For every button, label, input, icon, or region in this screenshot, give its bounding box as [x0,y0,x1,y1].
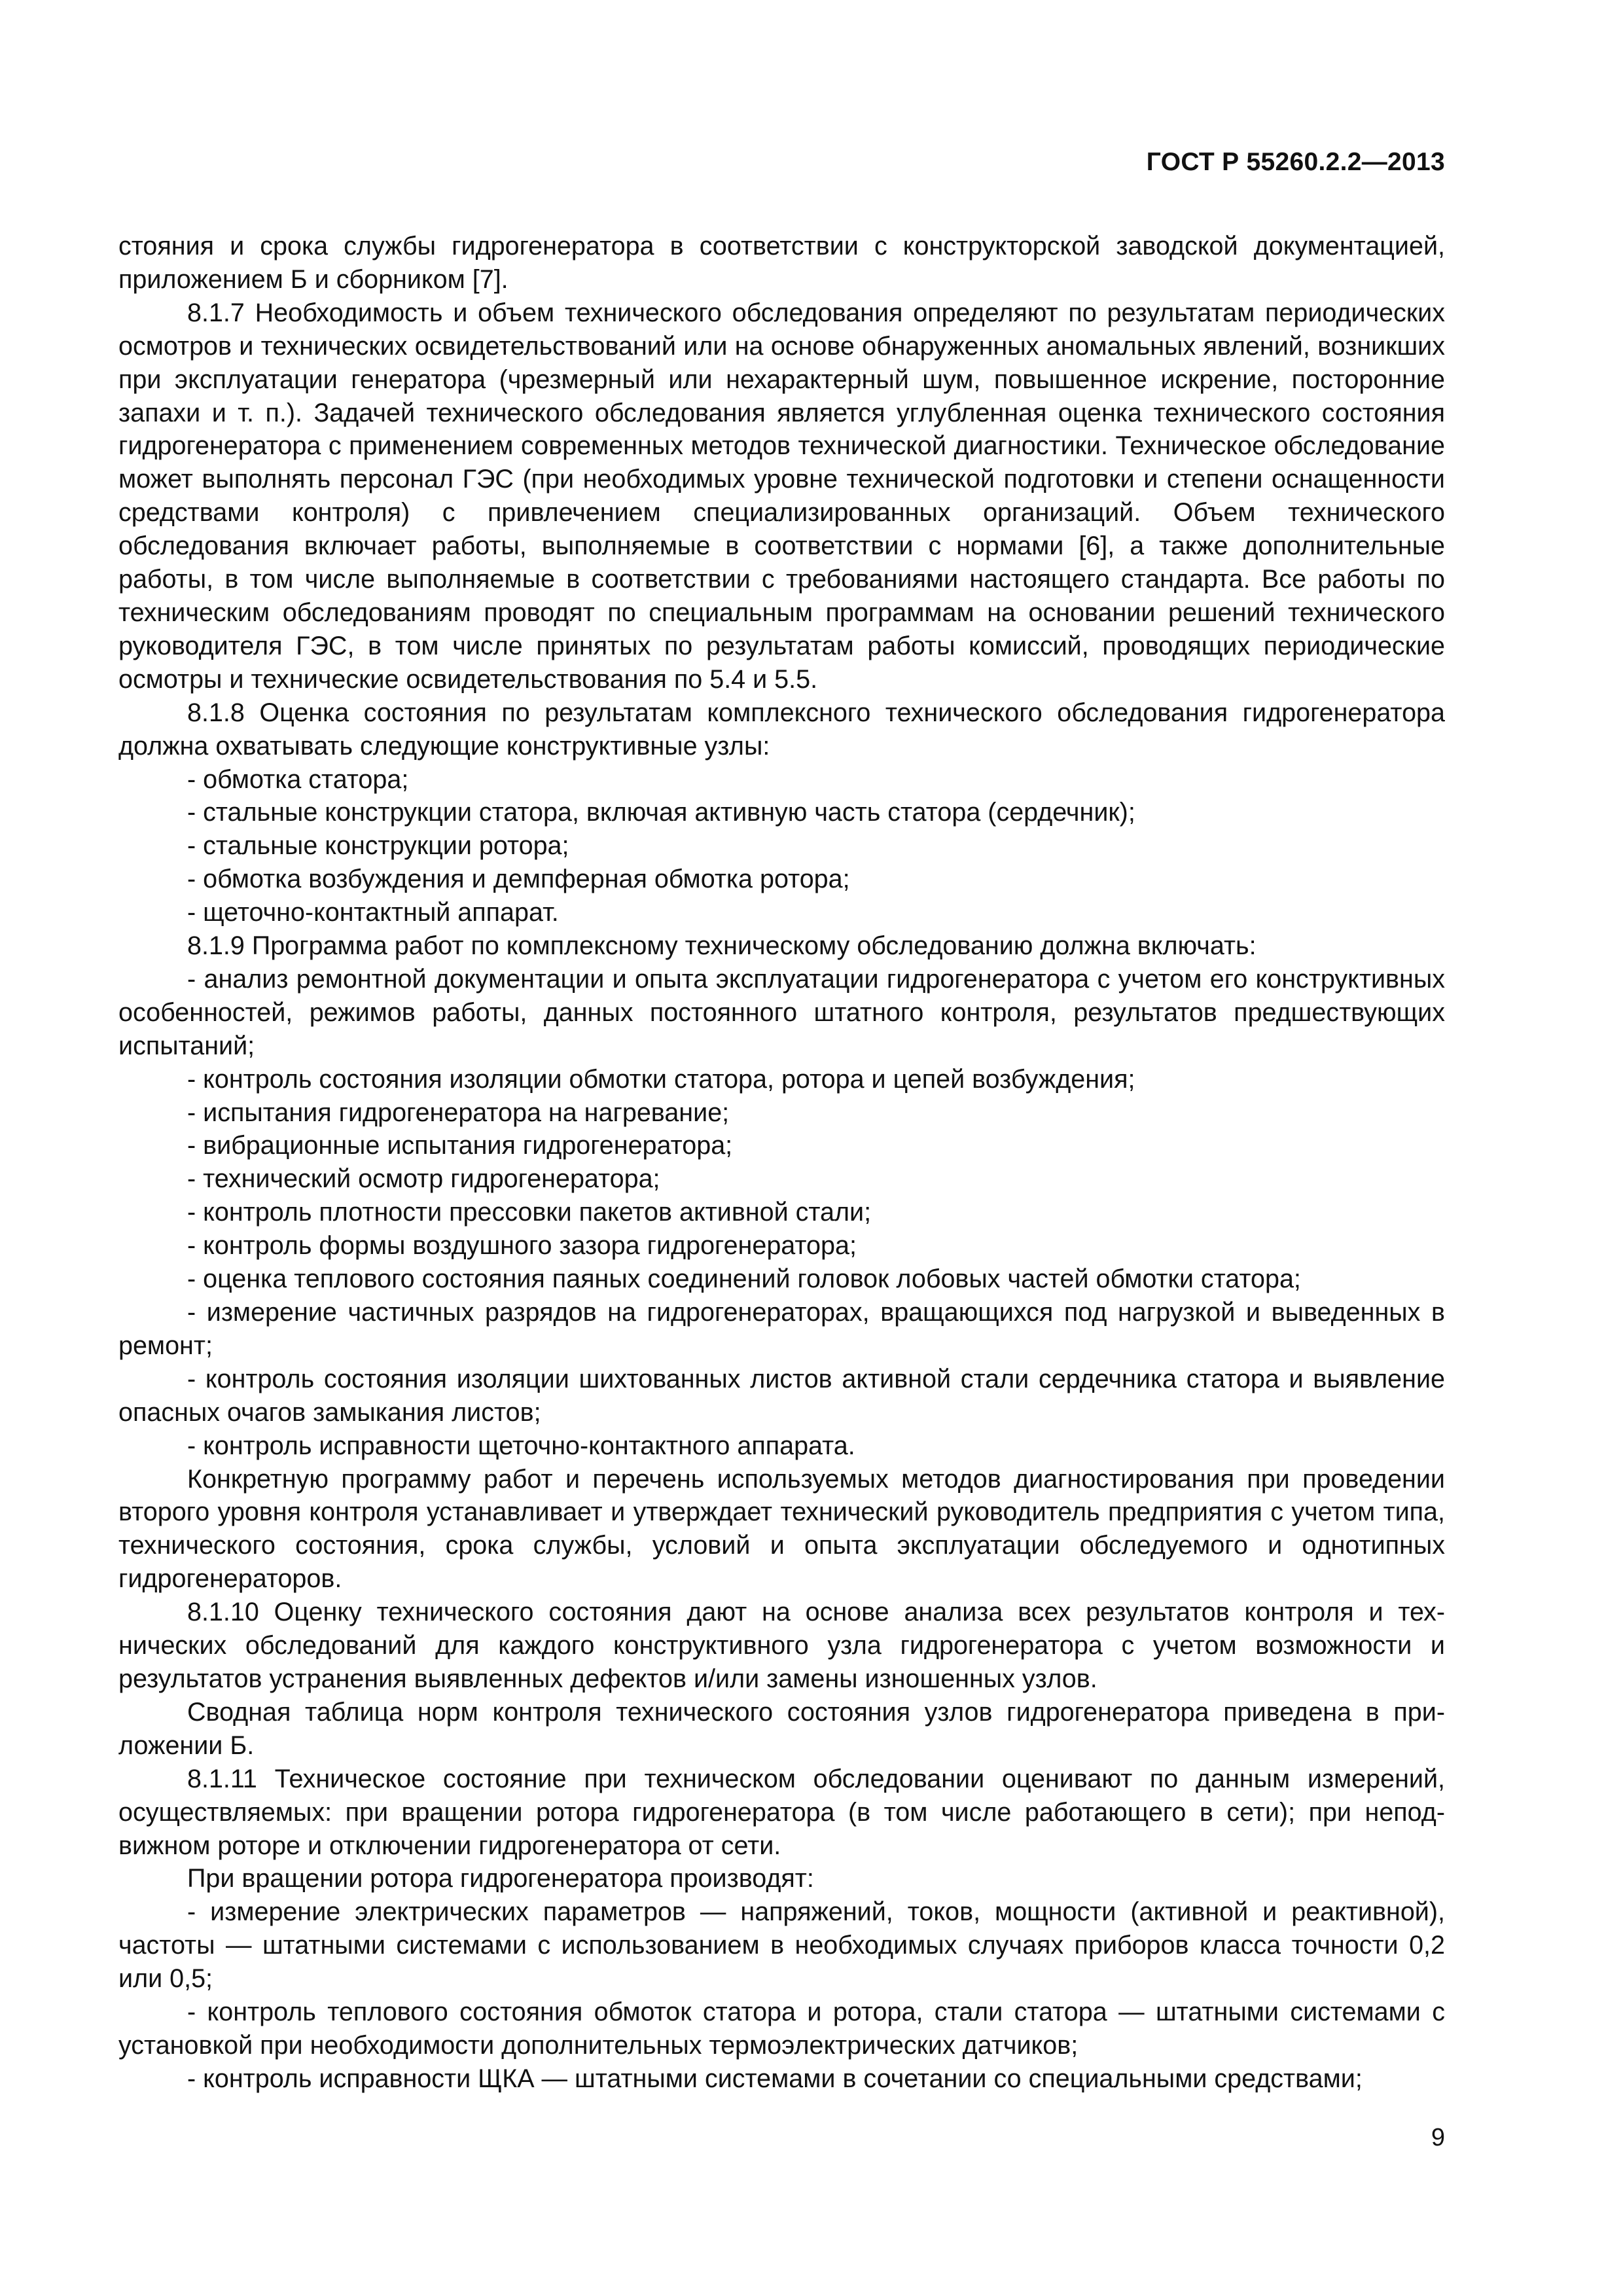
paragraph: 8.1.9 Программа работ по комплексному техническому обследованию должна включать: [187,931,1257,961]
list-item: - анализ ремонтной документации и опыта эксплуатации гидрогенератора с учетом его конструктивных особенностей, режимов работы, данных постоянного штатного контроля, результатов предшествующих испытаний; [118,964,1445,1060]
list-item: - контроль плотности прессовки пакетов активной стали; [187,1198,872,1227]
list-item: - стальные конструкции ротора; [187,831,569,861]
paragraph: 8.1.7 Необходимость и объем технического обследования определяют по результатам периодических осмотров и технических освидетельствований или на основе обнаруженных аномальных явлений, возникших при эксплуатации генератора (чрезмерный или нехарактерный шум, повышенное искрение, посторонние запахи и т. п.). Задачей технического обследования является углубленная оценка технического состояния гидрогенератора с применением современных методов технической диагностики. Техническое обследование может выполнять персонал ГЭС (при необходимых уровне технической подготовки и степени оснащенности средствами контроля) с привлечением специализированных организаций. Объем технического обследования включает работы, выполняемые в соответствии с нормами [6], а также дополнительные работы, в том числе выполняемые в соответствии с требованиями настоящего стандарта. Все работы по техническим обследованиям проводят по специальным программам на основании решений технического руководителя ГЭС, в том числе принятых по результатам работы комиссий, проводящих периодические осмотры и технические освидетельствования по 5.4 и 5.5. [118,298,1445,694]
list-item: - вибрационные испытания гидрогенератора; [187,1131,733,1160]
list-item: - измерение электрических параметров — напряжений, токов, мощности (активной и реактивной), частоты — штатными системами с использованием в необходимых случаях приборов класса точности 0,2 или 0,5; [118,1897,1445,1994]
document-code-header: ГОСТ Р 55260.2.2—2013 [1146,148,1445,176]
body-text [118,230,1445,2096]
list-item: - обмотка возбуждения и демпферная обмотка ротора; [187,865,850,894]
list-item: - щеточно-контактный аппарат. [187,898,559,927]
list-item: - контроль теплового состояния обмоток статора и ротора, стали статора — штатными системами с установкой при необходимости дополнительных термоэлектрических датчиков; [118,1998,1445,2060]
paragraph: 8.1.8 Оценка состояния по результатам комплексного технического обследования гидрогенератора должна охватывать следующие конструктивные узлы: [118,698,1445,761]
paragraph: 8.1.11 Техническое состояние при техническом обследовании оценивают по данным измерений, осуществляемых: при вращении ротора гидрогенератора (в том числе работающего в сети); при неподвижном роторе и отключении гидрогенератора от сети. [118,1764,1445,1860]
paragraph: Сводная таблица норм контроля технического состояния узлов гидрогенератора приведена в приложении Б. [118,1697,1445,1760]
list-item: - контроль исправности ЩКА — штатными системами в сочетании со специальными средствами; [187,2064,1363,2093]
list-item: - контроль исправности щеточно-контактного аппарата. [187,1431,855,1460]
list-item: - контроль формы воздушного зазора гидрогенератора; [187,1231,857,1261]
list-item: - испытания гидрогенератора на нагревание; [187,1098,730,1127]
list-item: - технический осмотр гидрогенератора; [187,1164,660,1194]
page-number: 9 [1431,2124,1445,2151]
paragraph: стояния и срока службы гидрогенератора в соответствии с конструкторской заводской документацией, приложением Б и сборником [7]. [118,232,1445,294]
list-item: - стальные конструкции статора, включая активную часть статора (сердечник); [187,798,1135,827]
paragraph: При вращении ротора гидрогенератора производят: [187,1864,814,1893]
paragraph: 8.1.10 Оценку технического состояния дают на основе анализа всех результатов контроля и технических обследований для каждого конструктивного узла гидрогенератора с учетом возможности и результатов устранения выявленных дефектов и/или замены изношенных узлов. [118,1598,1445,1693]
list-item: - измерение частичных разрядов на гидрогенераторах, вращающихся под нагрузкой и выведенных в ремонт; [118,1298,1445,1360]
paragraph: Конкретную программу работ и перечень используемых методов диагностирования при проведении второго уровня контроля устанавливает и утверждает технический руководитель предприятия с учетом типа, технического состояния, срока службы, условий и опыта эксплуатации обследуемого и однотипных гидрогенераторов. [118,1464,1445,1594]
list-item: - контроль состояния изоляции шихтованных листов активной стали сердечника статора и выявление опасных очагов замыкания листов; [118,1364,1445,1427]
list-item: - контроль состояния изоляции обмотки статора, ротора и цепей возбуждения; [187,1064,1135,1094]
list-item: - оценка теплового состояния паяных соединений головок лобовых частей обмотки статора; [187,1265,1301,1294]
list-item: - обмотка статора; [187,764,409,794]
